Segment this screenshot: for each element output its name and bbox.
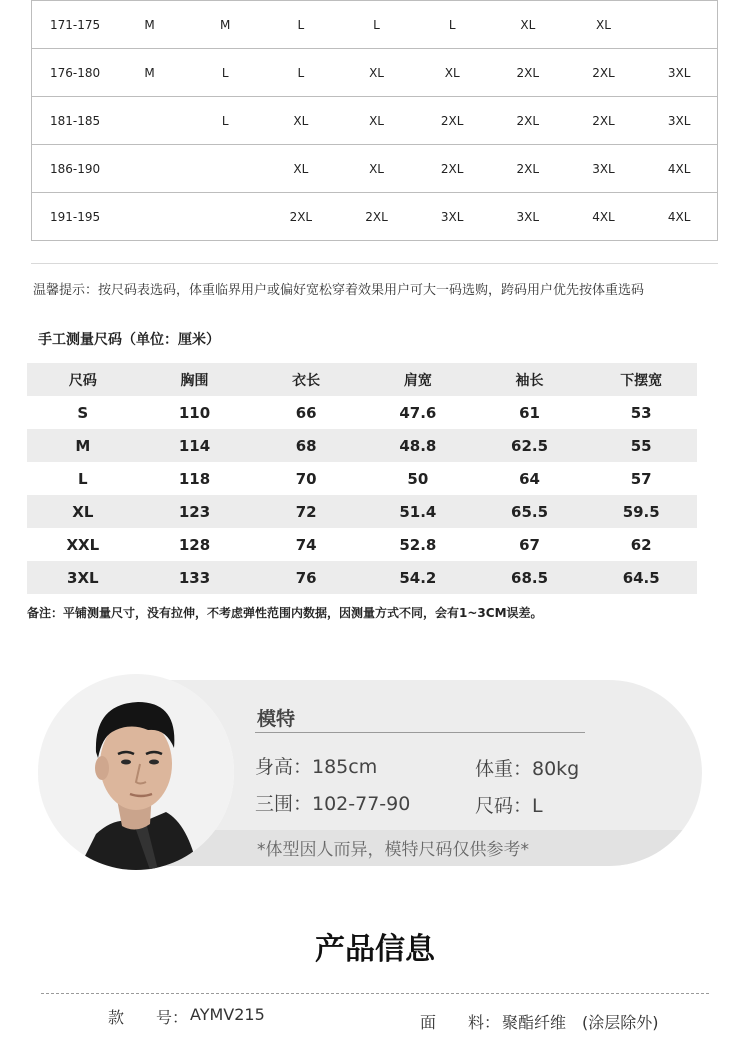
product-info-title: 产品信息 xyxy=(315,932,435,967)
model-measurements: 三围：102-77-90 xyxy=(255,793,411,815)
table-cell: 68.5 xyxy=(511,568,549,587)
table-cell: 51.4 xyxy=(399,502,437,521)
size-cell: 3XL xyxy=(592,161,615,176)
column-header: 胸围 xyxy=(180,372,209,389)
size-guide-table xyxy=(31,0,718,241)
size-cell: 3XL xyxy=(667,113,691,128)
table-cell: 72 xyxy=(295,502,317,521)
size-guide-row xyxy=(32,96,717,144)
size-cell: L xyxy=(297,65,305,80)
size-guide-row xyxy=(32,0,717,48)
measure-title: 手工测量尺码（单位：厘米） xyxy=(38,332,220,348)
model-avatar xyxy=(38,674,234,870)
table-cell: 64 xyxy=(519,469,540,488)
size-cell: L xyxy=(373,17,380,32)
size-guide-row xyxy=(32,192,717,240)
table-cell: 53 xyxy=(630,403,652,422)
table-cell: 128 xyxy=(178,535,211,554)
size-cell: M xyxy=(144,65,155,80)
size-cell: 2XL xyxy=(365,209,388,224)
table-row xyxy=(27,528,697,561)
size-cell: 4XL xyxy=(667,209,691,224)
table-cell: XXL xyxy=(66,535,100,554)
style-number-value: AYMV215 xyxy=(190,1005,265,1024)
height-range: 191-195 xyxy=(50,209,101,224)
table-cell: S xyxy=(77,403,89,422)
size-cell: XL xyxy=(293,161,309,176)
size-guide-row xyxy=(32,48,717,96)
size-guide-row xyxy=(32,144,717,192)
height-range: 186-190 xyxy=(50,161,101,176)
column-header: 肩宽 xyxy=(403,372,432,389)
table-cell: 62 xyxy=(630,535,652,554)
table-cell: 54.2 xyxy=(399,568,437,587)
size-cell: 3XL xyxy=(667,65,691,80)
size-cell: L xyxy=(221,113,229,128)
table-cell: 76 xyxy=(295,568,317,587)
size-cell: XL xyxy=(596,17,611,32)
size-cell: L xyxy=(448,17,456,32)
measurement-table xyxy=(27,363,697,594)
table-row xyxy=(27,495,697,528)
height-range: 171-175 xyxy=(50,17,101,32)
column-header: 下摆宽 xyxy=(620,372,663,389)
table-cell: 64.5 xyxy=(622,568,660,587)
table-row xyxy=(27,429,697,462)
size-cell: L xyxy=(297,17,305,32)
table-row xyxy=(27,561,697,594)
size-cell: XL xyxy=(369,65,384,80)
size-cell: 4XL xyxy=(592,209,615,224)
table-cell: 61 xyxy=(519,403,540,422)
fabric-value: 聚酯纤维 (涂层除外) xyxy=(502,1013,659,1032)
size-cell: L xyxy=(221,65,229,80)
table-cell: 68 xyxy=(295,436,317,455)
size-tip: 温馨提示：按尺码表选码，体重临界用户或偏好宽松穿着效果用户可大一码选购，跨码用户优先按体重选码 xyxy=(33,283,645,298)
model-label: 模特 xyxy=(257,708,296,730)
size-cell: 2XL xyxy=(592,65,615,80)
table-cell: 50 xyxy=(407,469,429,488)
table-header-row xyxy=(27,363,697,396)
size-cell: XL xyxy=(520,17,536,32)
column-header: 衣长 xyxy=(292,372,321,389)
table-cell: 57 xyxy=(630,469,652,488)
size-cell: 2XL xyxy=(440,113,464,128)
table-cell: 59.5 xyxy=(622,502,660,521)
table-cell: 110 xyxy=(178,403,211,422)
table-cell: 123 xyxy=(178,502,211,521)
size-cell: 3XL xyxy=(516,209,540,224)
table-cell: 70 xyxy=(295,469,317,488)
column-header: 袖长 xyxy=(515,372,544,389)
product-info-divider xyxy=(41,993,709,994)
table-cell: M xyxy=(75,436,91,455)
table-cell: 114 xyxy=(178,436,211,455)
size-cell: 2XL xyxy=(516,65,540,80)
size-cell: XL xyxy=(369,113,384,128)
model-weight: 体重：80kg xyxy=(475,758,580,780)
size-cell: 3XL xyxy=(440,209,464,224)
measure-note: 备注：平铺测量尺寸，没有拉伸，不考虑弹性范围内数据，因测量方式不同，会有1~3CM误差。 xyxy=(27,606,543,620)
size-cell: M xyxy=(144,17,155,32)
size-cell: 2XL xyxy=(592,113,615,128)
table-cell: 47.6 xyxy=(399,403,437,422)
size-cell: 2XL xyxy=(289,209,313,224)
height-range: 181-185 xyxy=(50,113,101,128)
table-cell: 133 xyxy=(178,568,211,587)
column-header: 尺码 xyxy=(68,372,97,389)
size-cell: XL xyxy=(293,113,309,128)
size-cell: XL xyxy=(369,161,384,176)
table-row xyxy=(27,462,697,495)
size-cell: 2XL xyxy=(516,113,540,128)
table-row xyxy=(27,396,697,429)
table-cell: 52.8 xyxy=(399,535,437,554)
table-cell: 62.5 xyxy=(511,436,549,455)
size-cell: 2XL xyxy=(440,161,464,176)
section-divider xyxy=(31,263,718,264)
model-size: 尺码：L xyxy=(475,795,543,817)
table-cell: 74 xyxy=(295,535,317,554)
height-range: 176-180 xyxy=(50,65,101,80)
model-footnote: *体型因人而异，模特尺码仅供参考* xyxy=(257,840,529,860)
table-cell: 65.5 xyxy=(511,502,549,521)
model-portrait-icon xyxy=(38,674,234,870)
table-cell: 66 xyxy=(295,403,317,422)
fabric-label: 面 料： xyxy=(420,1013,501,1032)
table-cell: 3XL xyxy=(67,568,99,587)
table-cell: 118 xyxy=(178,469,211,488)
table-cell: 67 xyxy=(519,535,540,554)
table-cell: XL xyxy=(72,502,94,521)
table-cell: L xyxy=(78,469,88,488)
table-cell: 55 xyxy=(630,436,652,455)
model-height: 身高：185cm xyxy=(255,756,378,778)
size-cell: M xyxy=(220,17,231,32)
size-cell: XL xyxy=(444,65,460,80)
size-cell: 4XL xyxy=(667,161,691,176)
table-cell: 48.8 xyxy=(399,436,437,455)
size-cell: 2XL xyxy=(516,161,540,176)
style-number-label: 款 号： xyxy=(108,1008,189,1027)
model-label-underline xyxy=(255,732,585,733)
